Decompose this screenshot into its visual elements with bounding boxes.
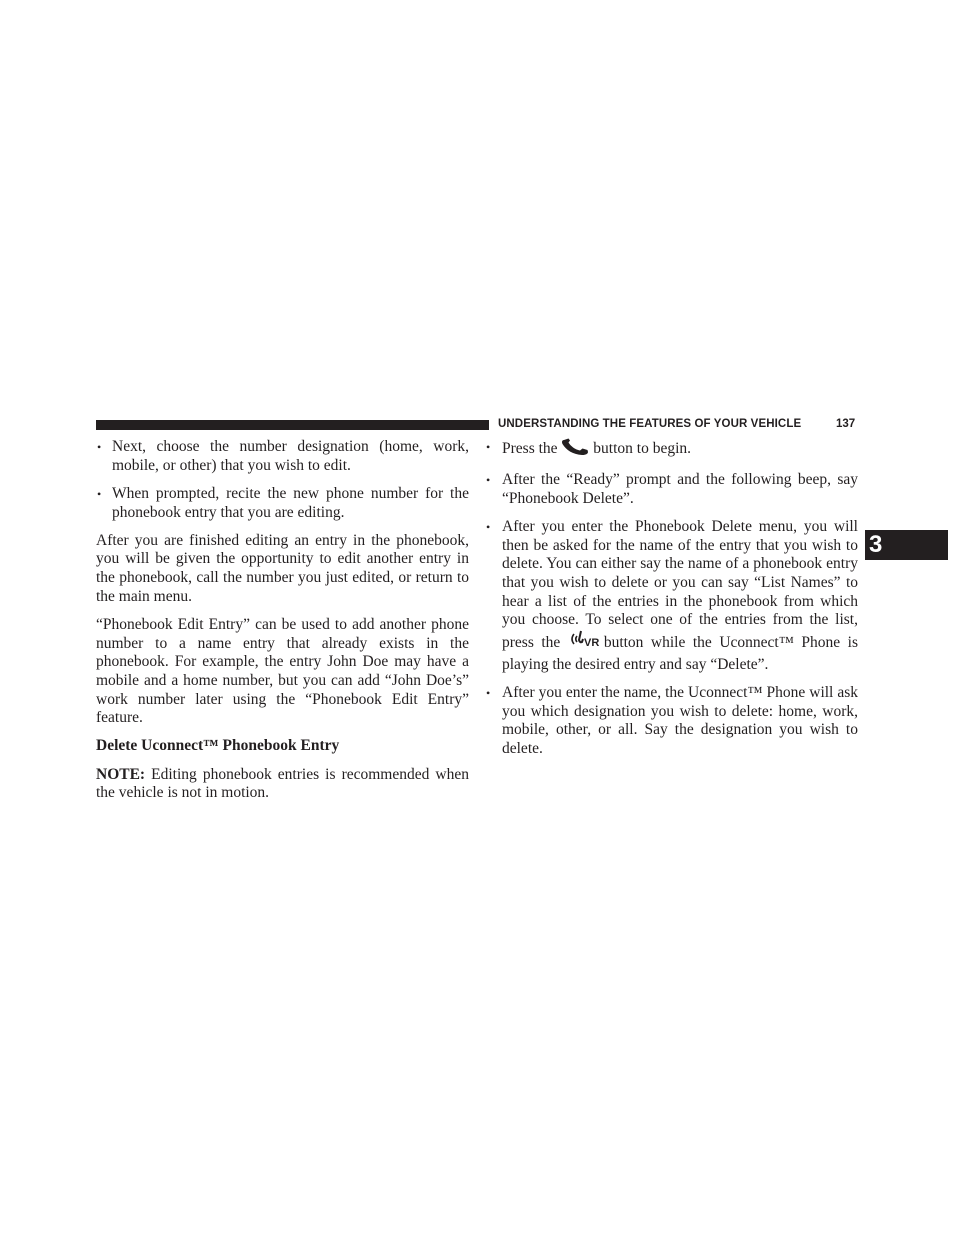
list-item-text: After the “Ready” prompt and the following beep, say “Phonebook Delete”.: [502, 471, 858, 507]
list-item-text: Next, choose the number designation (home, work, mobile, or other) that you wish to edit.: [112, 438, 469, 474]
left-column: [96, 438, 469, 812]
bullet-dot-icon: •: [97, 486, 102, 501]
list-item: [485, 471, 858, 508]
vr-icon-label: VR: [583, 637, 600, 650]
bullet-dot-icon: •: [486, 685, 491, 700]
phone-icon: [561, 438, 589, 462]
list-item-text-end: button to begin.: [589, 440, 692, 457]
running-header: UNDERSTANDING THE FEATURES OF YOUR VEHICLE: [498, 418, 802, 430]
header-rule: [96, 420, 489, 430]
bullet-dot-icon: •: [486, 473, 491, 488]
list-item: [96, 438, 469, 475]
chapter-tab: 3: [865, 530, 948, 560]
list-item-text-start: After you enter the Phonebook Delete menu, you will then be asked for the name of the entry that you wish to delete. You can either say the name of a phonebook entry that you wish to delete or you can say “List Names” to hear a list of the entries in the phonebook from which you choose. To select one of the entries from the list, press the: [502, 517, 858, 652]
list-item: [485, 438, 858, 462]
paragraph-after-editing: After you are finished editing an entry in the phonebook, you will be given the opportunity to edit another entry in the phonebook, call the number you just edited, or return to the main menu.: [96, 531, 469, 605]
voice-recognition-icon: [568, 630, 604, 656]
list-item-text: When prompted, recite the new phone number for the phonebook entry that you are editing.: [112, 484, 469, 521]
note-label: NOTE:: [96, 765, 146, 783]
note-paragraph: [96, 766, 469, 803]
bullet-dot-icon: •: [97, 440, 102, 454]
bullet-dot-icon: •: [486, 519, 491, 534]
bullet-dot-icon: •: [486, 440, 491, 454]
paragraph-edit-entry: “Phonebook Edit Entry” can be used to add another phone number to a name entry that already exists in the phonebook. For example, the entry John Doe may have a mobile and a home number, but you can add “John Doe’s” work number later using the “Phonebook Edit Entry” feature.: [96, 615, 469, 727]
list-item-text-end: button while the Uconnect™ Phone is playing the desired entry and say “Delete”.: [502, 634, 858, 673]
note-text: Editing phonebook entries is recommended when the vehicle is not in motion.: [96, 765, 469, 802]
section-heading: Delete Uconnect™ Phonebook Entry: [96, 737, 340, 755]
list-item: [485, 518, 858, 675]
page-number: 137: [836, 418, 856, 430]
list-item: [96, 485, 469, 522]
list-item: [485, 684, 858, 759]
right-column: [485, 438, 858, 768]
list-item-text: After you enter the name, the Uconnect™ Phone will ask you which designation you wish to delete: home, work, mobile, other, or all. Say the designation you wish to delete.: [502, 683, 858, 758]
list-item-text-start: Press the: [502, 440, 562, 457]
